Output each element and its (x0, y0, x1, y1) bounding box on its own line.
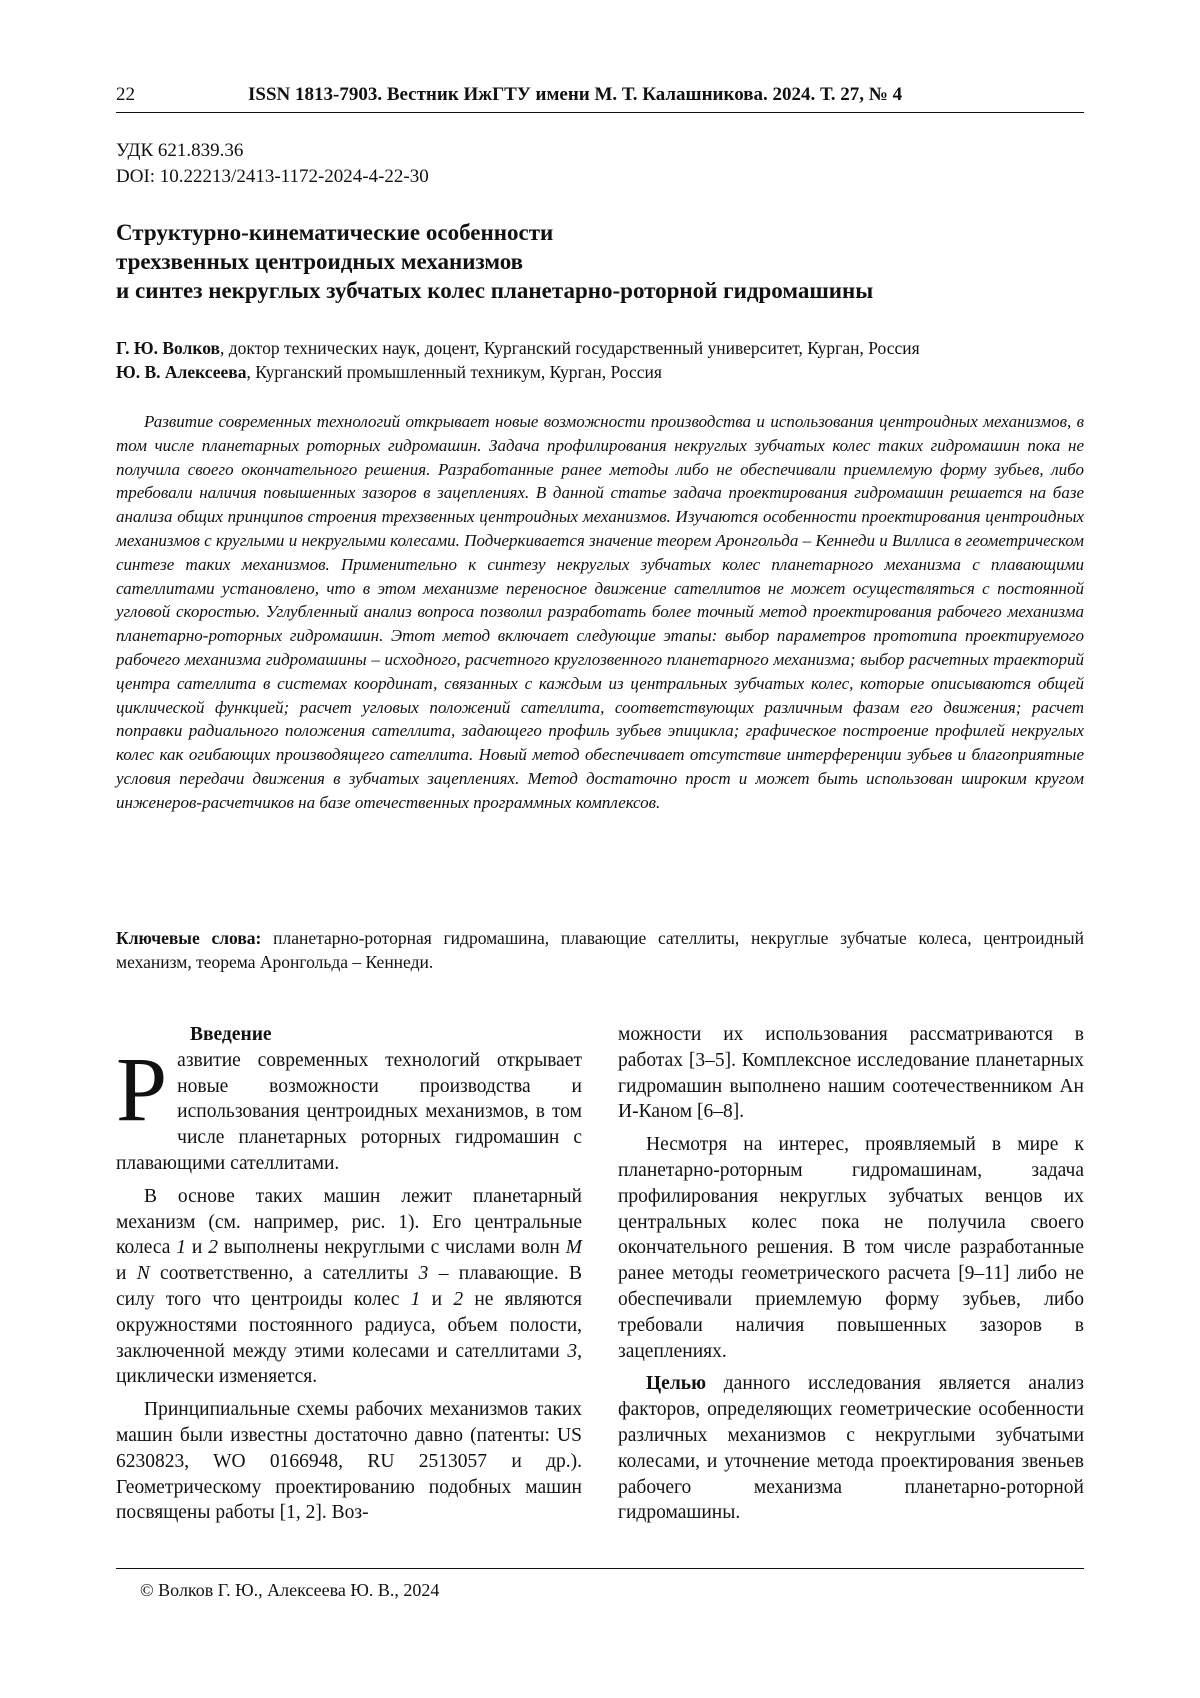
title-line: Структурно-кинематические особенности (116, 220, 554, 245)
keywords-label: Ключевые слова: (116, 928, 262, 948)
title-line: трехзвенных центроидных механизмов (116, 249, 524, 274)
journal-header: ISSN 1813-7903. Вестник ИжГТУ имени М. Т. Калашникова. 2024. Т. 27, № 4 (248, 84, 903, 105)
paragraph (116, 1037, 582, 1177)
footer-rule (116, 1568, 1084, 1569)
paragraph: Несмотря на интерес, проявляемый в мире к планетарно-роторным гидромашинам, задача профилирования некруглых зубчатых венцов их центральных колес пока не получила своего окончательного решения. В том числе разработанные ранее методы геометрического расчета [9–11] либо не обеспечивали приемлемую форму зубьев, либо требовали наличия повышенных зазоров в зацеплениях. (618, 1134, 1084, 1362)
text-run: 2 (208, 1237, 218, 1259)
author-affiliation: , Курганский промышленный техникум, Курган, Россия (246, 362, 662, 382)
text-run: 2 (453, 1288, 464, 1310)
paragraph-text: азвитие современных технологий открывает новые возможности производства и использования центроидных механизмов, в том числе планетарных роторных гидромашин с плавающими сателлитами. (116, 1049, 582, 1174)
text-run: соответственно, а сателлиты (149, 1263, 419, 1285)
paragraph (116, 1184, 582, 1390)
section-heading: Введение (190, 1024, 272, 1045)
page-number: 22 (116, 84, 135, 105)
drop-cap: Р (116, 1037, 168, 1140)
goal-label: Целью (646, 1373, 706, 1395)
author-name: Ю. В. Алексеева (116, 362, 247, 382)
author-name: Г. Ю. Волков (116, 338, 220, 358)
keywords (116, 926, 1084, 974)
text-run: 1 (410, 1288, 421, 1310)
text-run: В основе таких машин лежит планетарный механизм (см. например, рис. 1). Его центральные колеса (116, 1185, 582, 1259)
text-run: – плавающие. В силу того что центроиды колес (116, 1263, 583, 1310)
doi: DOI: 10.22213/2413-1172-2024-4-22-30 (116, 166, 429, 187)
paragraph: можности их использования рассматриваются в работах [3–5]. Комплексное исследование планетарных гидромашин выполнено нашим соотечественником Ан И-Каном [6–8]. (618, 1024, 1084, 1123)
text-run: , циклически изменяется. (116, 1340, 582, 1388)
text-run: выполнены некруглыми с числами волн (217, 1237, 566, 1259)
article-title (116, 218, 1084, 305)
paragraph: Принципиальные схемы рабочих механизмов таких машин были известны достаточно давно (патенты: US 6230823, WO 0166948, RU 2513057 и др.). Геометрическому проектированию подобных машин посвящены работы [1, 2]. Воз- (116, 1399, 582, 1524)
text-run: и (186, 1237, 209, 1259)
author-line (116, 338, 920, 359)
paragraph (618, 1371, 1084, 1526)
paragraph-text: данного исследования является анализ факторов, определяющих геометрические особенности различных механизмов с некруглыми зубчатыми колесами, и уточнение метода проектирования звеньев рабочего механизма планетарно-роторной гидромашины. (618, 1373, 1084, 1524)
author-affiliation: , доктор технических наук, доцент, Курганский государственный университет, Курган, Россия (220, 338, 920, 358)
title-line: и синтез некруглых зубчатых колес планетарно-роторной гидромашины (116, 278, 874, 303)
text-run: 3 (418, 1263, 429, 1285)
text-run: N (136, 1263, 150, 1285)
text-run: и (420, 1288, 454, 1310)
text-run: и (116, 1263, 137, 1285)
body-column-right (618, 1022, 1084, 1533)
copyright: © Волков Г. Ю., Алексеева Ю. В., 2024 (140, 1580, 440, 1600)
abstract: Развитие современных технологий открывает новые возможности производства и использования центроидных механизмов, в том числе планетарных роторных гидромашин. Задача профилирования некруглых зубчатых колес таких гидромашин пока не получила своего окончательного решения. Разработанные ранее методы либо не обеспечивали приемлемую форму зубьев, либо требовали наличия повышенных зазоров в зацеплениях. В данной статье задача проектирования гидромашин решается на базе анализа общих принципов строения трехзвенных центроидных механизмов. Изучаются особенности проектирования центроидных механизмов с круглыми и некруглыми колесами. Подчеркивается значение теорем Аронгольда – Кеннеди и Виллиса в геометрическом синтезе таких механизмов. Применительно к синтезу некруглых зубчатых колес планетарного механизма с плавающими сателлитами установлено, что в этом механизме переносное движение сателлитов не может осуществляться с постоянной угловой скоростью. Углубленный анализ вопроса позволил разработать более точный метод проектирования рабочего механизма планетарно-роторных гидромашин. Этот метод включает следующие этапы: выбор параметров прототипа проектируемого рабочего механизма гидромашины – исходного, расчетного круглозвенного планетарного механизма; выбор расчетных траекторий центра сателлита в системах координат, связанных с каждым из центральных зубчатых колес, которые описываются общей циклической функцией; расчет угловых положений сателлита, соответствующих различным фазам его движения; расчет поправки радиального положения сателлита, задающего профиль зубьев эпицикла; графическое построение профилей некруглых колес как огибающих производящего сателлита. Новый метод обеспечивает отсутствие интерференции зубьев и благоприятные условия передачи движения в зубчатых зацеплениях. Метод достаточно прост и может быть использован широким кругом инженеров-расчетчиков на базе отечественных программных комплексов. (116, 412, 1084, 812)
author-line (116, 362, 662, 383)
keywords-text: планетарно-роторная гидромашина, плавающие сателлиты, некруглые зубчатые колеса, центроидный механизм, теорема Аронгольда – Кеннеди. (116, 928, 1084, 972)
text-run: не являются окружностями постоянного радиуса, объем полости, заключенной между этими колесами и сателлитами (116, 1288, 583, 1362)
udc-code: УДК 621.839.36 (116, 140, 244, 161)
text-run: 1 (176, 1237, 187, 1259)
body-column-left (116, 1022, 582, 1533)
header-rule (116, 112, 1084, 113)
text-run: M (565, 1237, 582, 1259)
text-run: 3 (567, 1340, 578, 1362)
